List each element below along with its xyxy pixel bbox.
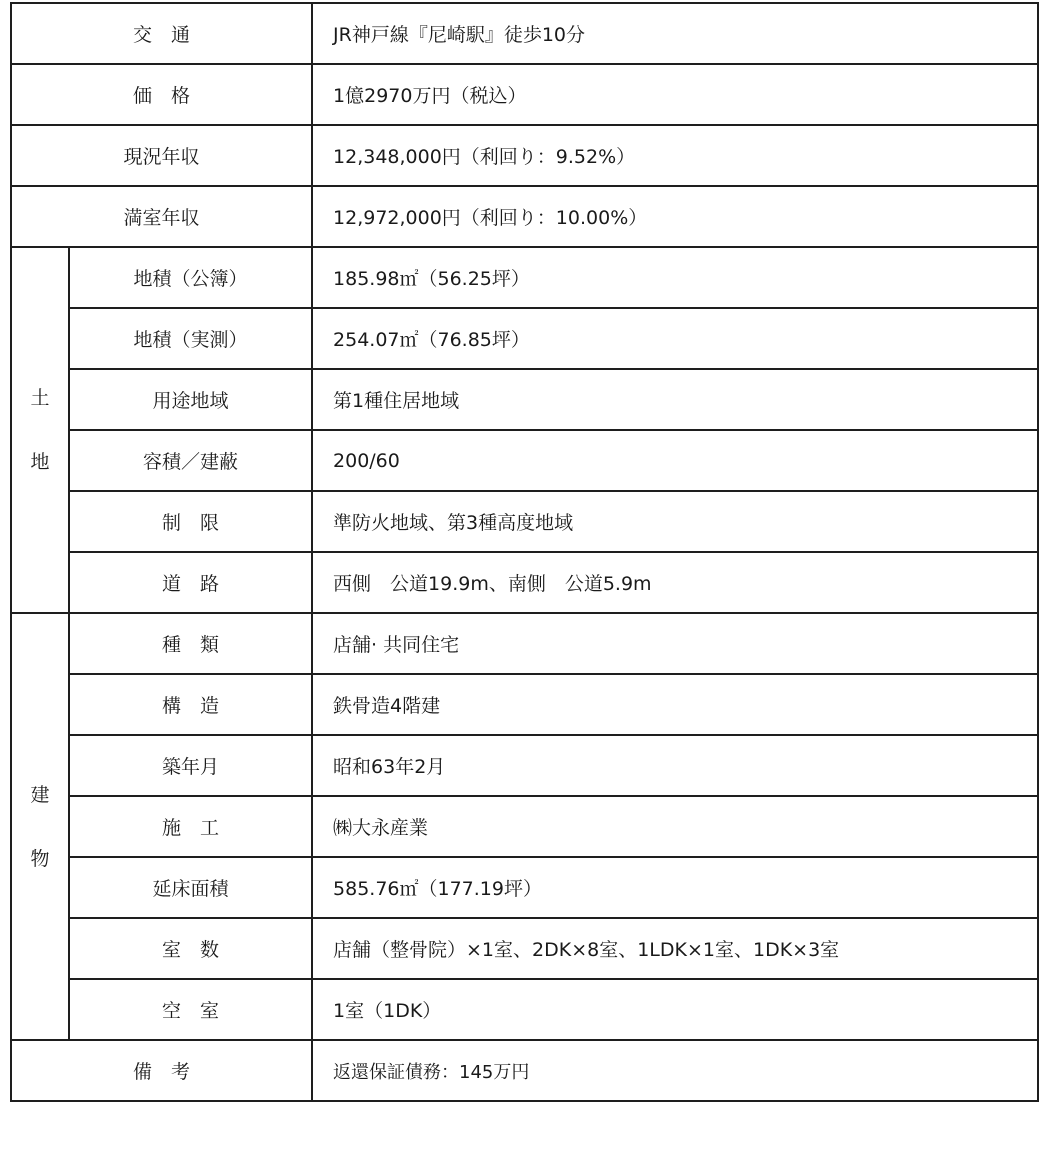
table-row <box>11 3 1038 64</box>
value-floor-area: 585.76㎡（177.19坪） <box>312 857 1038 918</box>
label-access: 交 通 <box>11 3 312 64</box>
value-price: 1億2970万円（税込） <box>312 64 1038 125</box>
value-current-income: 12,348,000円（利回り：9.52%） <box>312 125 1038 186</box>
table-row <box>11 735 1038 796</box>
table-row <box>11 491 1038 552</box>
value-restrictions: 準防火地域、第3種高度地域 <box>312 491 1038 552</box>
label-far-bcr: 容積／建蔽 <box>69 430 312 491</box>
label-rooms: 室 数 <box>69 918 312 979</box>
value-far-bcr: 200/60 <box>312 430 1038 491</box>
value-rooms: 店舗（整骨院）×1室、2DK×8室、1LDK×1室、1DK×3室 <box>312 918 1038 979</box>
table-row <box>11 308 1038 369</box>
table-row <box>11 979 1038 1040</box>
table-row <box>11 247 1038 308</box>
property-spec-table <box>10 2 1039 1102</box>
table-row <box>11 125 1038 186</box>
label-built-date: 築年月 <box>69 735 312 796</box>
value-building-type: 店舗· 共同住宅 <box>312 613 1038 674</box>
table-row <box>11 186 1038 247</box>
label-floor-area: 延床面積 <box>69 857 312 918</box>
value-land-area-registered: 185.98㎡（56.25坪） <box>312 247 1038 308</box>
label-vacancy: 空 室 <box>69 979 312 1040</box>
value-built-date: 昭和63年2月 <box>312 735 1038 796</box>
label-zoning: 用途地域 <box>69 369 312 430</box>
table-row <box>11 430 1038 491</box>
value-zoning: 第1種住居地域 <box>312 369 1038 430</box>
table-row <box>11 552 1038 613</box>
label-current-income: 現況年収 <box>11 125 312 186</box>
label-remarks: 備 考 <box>11 1040 312 1101</box>
table-row <box>11 369 1038 430</box>
table-row <box>11 674 1038 735</box>
table-row <box>11 918 1038 979</box>
label-contractor: 施 工 <box>69 796 312 857</box>
table-row <box>11 64 1038 125</box>
label-land-area-registered: 地積（公簿） <box>69 247 312 308</box>
land-group-label: 土 地 <box>11 247 69 613</box>
value-structure: 鉄骨造4階建 <box>312 674 1038 735</box>
value-land-area-measured: 254.07㎡（76.85坪） <box>312 308 1038 369</box>
label-price: 価 格 <box>11 64 312 125</box>
label-building-type: 種 類 <box>69 613 312 674</box>
value-access: JR神戸線『尼崎駅』徒歩10分 <box>312 3 1038 64</box>
label-structure: 構 造 <box>69 674 312 735</box>
building-group-label: 建 物 <box>11 613 69 1040</box>
label-full-income: 満室年収 <box>11 186 312 247</box>
value-road: 西側 公道19.9m、南側 公道5.9m <box>312 552 1038 613</box>
value-contractor: ㈱大永産業 <box>312 796 1038 857</box>
label-land-area-measured: 地積（実測） <box>69 308 312 369</box>
table-row <box>11 796 1038 857</box>
table-row <box>11 613 1038 674</box>
value-full-income: 12,972,000円（利回り：10.00%） <box>312 186 1038 247</box>
label-restrictions: 制 限 <box>69 491 312 552</box>
table-row <box>11 1040 1038 1101</box>
table-row <box>11 857 1038 918</box>
label-road: 道 路 <box>69 552 312 613</box>
value-vacancy: 1室（1DK） <box>312 979 1038 1040</box>
value-remarks: 返還保証債務：145万円 <box>312 1040 1038 1101</box>
